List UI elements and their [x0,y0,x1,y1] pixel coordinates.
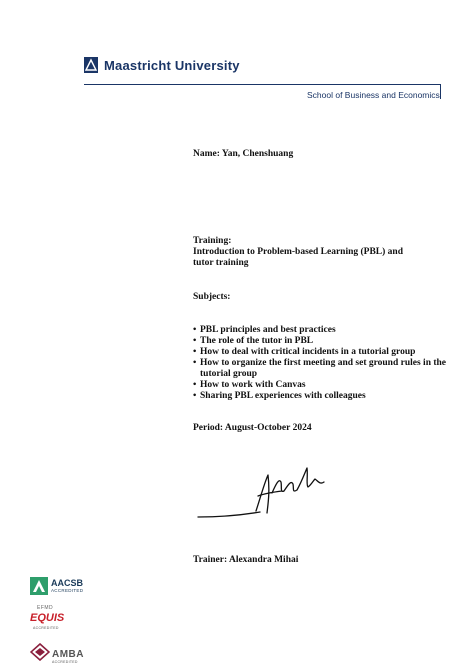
aacsb-sublabel: ACCREDITED [51,588,84,593]
subject-item: • How to work with Canvas [193,380,453,391]
training-title: Introduction to Problem-based Learning (PBL) and tutor training [193,247,403,268]
trainer-line: Trainer: Alexandra Mihai [193,555,299,565]
subjects-list [193,325,453,402]
amba-logo-icon [30,643,50,661]
subject-item: • Sharing PBL experiences with colleagues [193,391,453,402]
university-logo-icon [84,57,98,73]
subject-item: • PBL principles and best practices [193,325,453,336]
school-name: School of Business and Economics [307,90,440,100]
header-divider [84,84,440,85]
training-label: Training: [193,236,232,246]
equis-sublabel: ACCREDITED [33,626,59,630]
efmd-label: EFMD [37,605,54,611]
subjects-label: Subjects: [193,292,231,302]
trainer-signature [196,458,328,524]
equis-label: EQUIS [30,612,65,624]
amba-label: AMBA [52,649,84,660]
subject-item: • How to organize the first meeting and set ground rules in the tutorial group [193,358,453,380]
header-divider-end [440,84,441,99]
subject-item: • How to deal with critical incidents in a tutorial group [193,347,453,358]
aacsb-label: AACSB [51,578,84,588]
subject-item: • The role of the tutor in PBL [193,336,453,347]
participant-name: Name: Yan, Chenshuang [193,149,294,159]
period-line: Period: August-October 2024 [193,423,312,433]
amba-sublabel: ACCREDITED [52,660,78,664]
aacsb-logo-icon [30,577,48,595]
university-name: Maastricht University [104,58,240,73]
